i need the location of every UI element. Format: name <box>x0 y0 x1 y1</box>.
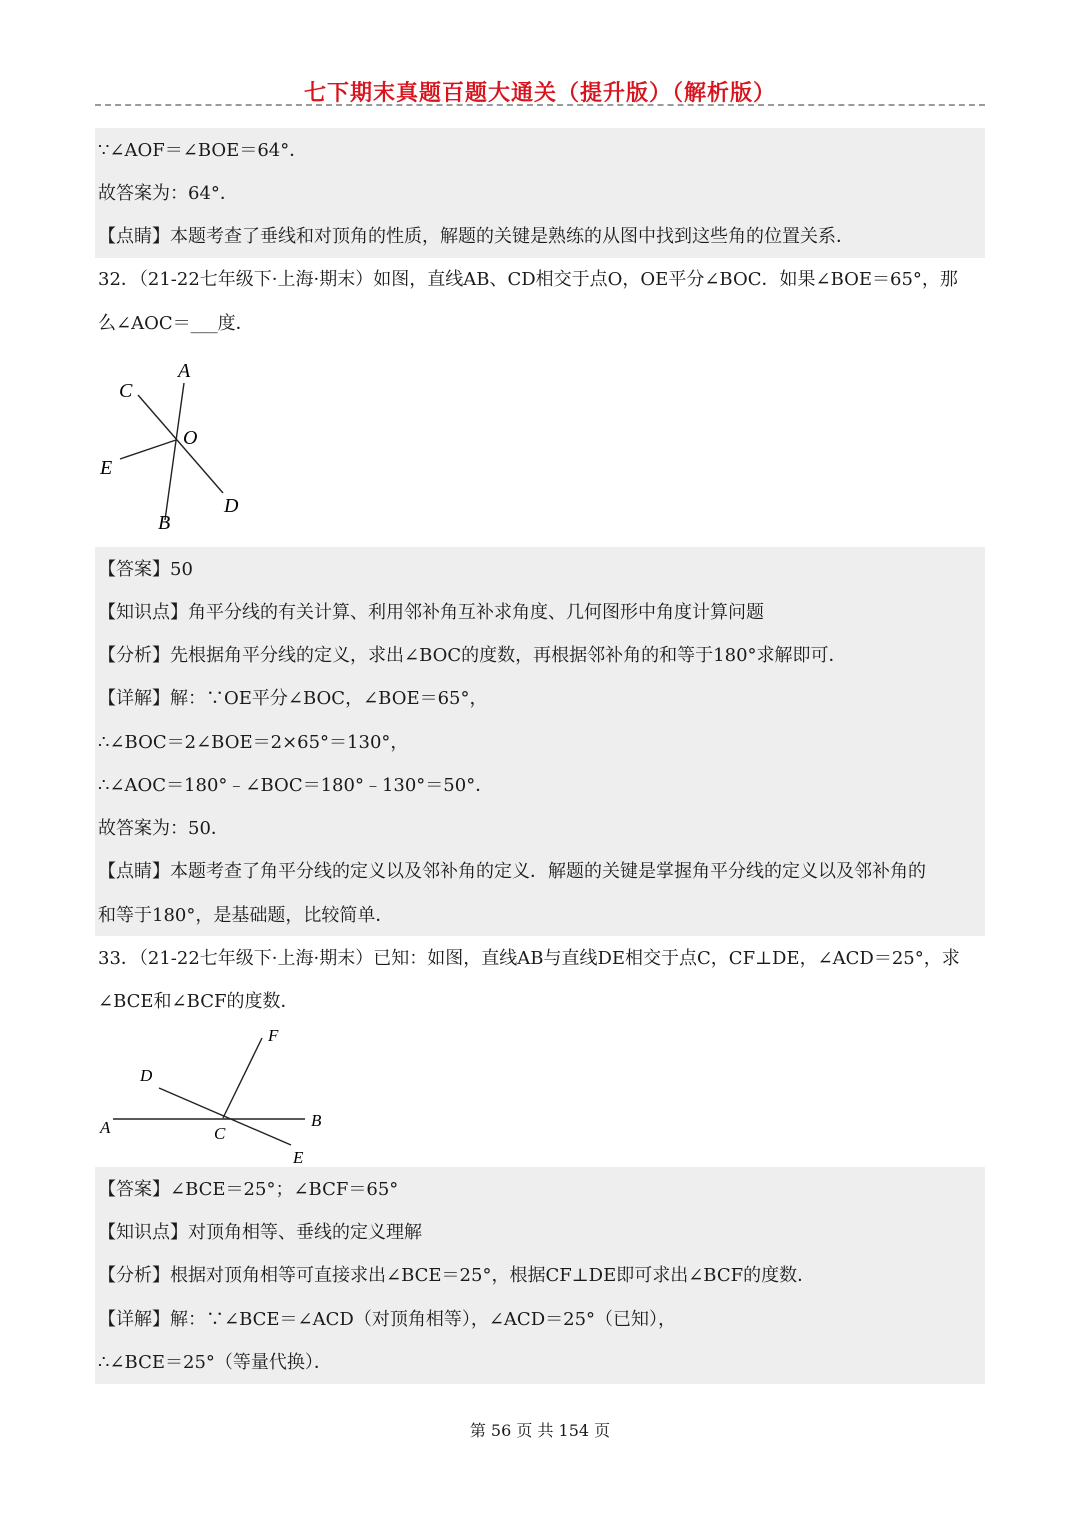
q33-label-d: D <box>140 1066 153 1085</box>
q32-stem-line-2: 么∠AOC＝___度． <box>98 313 254 334</box>
prev-comment: 【点睛】本题考查了垂线和对顶角的性质，解题的关键是熟练的从图中找到这些角的位置关系． <box>98 226 854 247</box>
q33-detail-2: ∴∠BCE＝25°（等量代换）． <box>98 1352 332 1373</box>
q33-label-f: F <box>268 1026 279 1045</box>
q33-label-b: B <box>311 1111 322 1130</box>
q32-label-d: D <box>224 495 239 517</box>
q33-detail-1: 【详解】解：∵∠BCE＝∠ACD（对顶角相等），∠ACD＝25°（已知）， <box>98 1309 677 1330</box>
q32-analysis: 【分析】先根据角平分线的定义，求出∠BOC的度数，再根据邻补角的和等于180°求解即可． <box>98 645 847 666</box>
q33-knowledge: 【知识点】对顶角相等、垂线的定义理解 <box>98 1222 422 1243</box>
prev-line-1: ∵∠AOF＝∠BOE＝64°． <box>98 140 308 161</box>
q32-label-c: C <box>119 380 133 402</box>
q33-figure <box>95 1020 335 1168</box>
q33-answer: 【答案】∠BCE＝25°；∠BCF＝65° <box>98 1179 399 1200</box>
q33-stem-line-2: ∠BCE和∠BCF的度数． <box>98 991 299 1012</box>
q32-detail-2: ∴∠BOC＝2∠BOE＝2×65°＝130°， <box>98 732 409 753</box>
q32-detail-3: ∴∠AOC＝180°﹣∠BOC＝180°﹣130°＝50°． <box>98 775 494 796</box>
q32-label-b: B <box>158 512 171 534</box>
page-number-footer: 第 56 页 共 154 页 <box>469 1421 611 1440</box>
q32-label-o: O <box>183 427 198 449</box>
q32-figure <box>95 355 275 540</box>
q32-label-a: A <box>178 360 191 382</box>
q33-stem-line-1: 33．（21-22七年级下·上海·期末）已知：如图，直线AB与直线DE相交于点C，CF⊥DE，∠ACD＝25°，求 <box>98 948 960 969</box>
q32-answer: 【答案】50 <box>98 559 193 580</box>
q32-label-e: E <box>100 457 113 479</box>
prev-line-2: 故答案为：64°． <box>98 183 238 204</box>
q32-detail-1: 【详解】解：∵OE平分∠BOC，∠BOE＝65°， <box>98 688 488 709</box>
q32-comment-1: 【点睛】本题考查了角平分线的定义以及邻补角的定义．解题的关键是掌握角平分线的定义以及邻补角的 <box>98 861 926 882</box>
page-header-title: 七下期末真题百题大通关（提升版）（解析版） <box>303 80 776 106</box>
q33-label-a: A <box>100 1118 111 1137</box>
q33-label-e: E <box>293 1148 304 1167</box>
q33-analysis: 【分析】根据对顶角相等可直接求出∠BCE＝25°，根据CF⊥DE即可求出∠BCF的度数． <box>98 1265 816 1286</box>
q32-stem-line-1: 32．（21-22七年级下·上海·期末）如图，直线AB、CD相交于点O，OE平分∠BOC．如果∠BOE＝65°，那 <box>98 269 958 290</box>
q33-label-c: C <box>214 1124 226 1143</box>
q32-comment-2: 和等于180°，是基础题，比较简单． <box>98 905 394 926</box>
q32-conclusion: 故答案为：50． <box>98 818 229 839</box>
q32-knowledge: 【知识点】角平分线的有关计算、利用邻补角互补求角度、几何图形中角度计算问题 <box>98 602 764 623</box>
header-divider <box>95 104 985 106</box>
